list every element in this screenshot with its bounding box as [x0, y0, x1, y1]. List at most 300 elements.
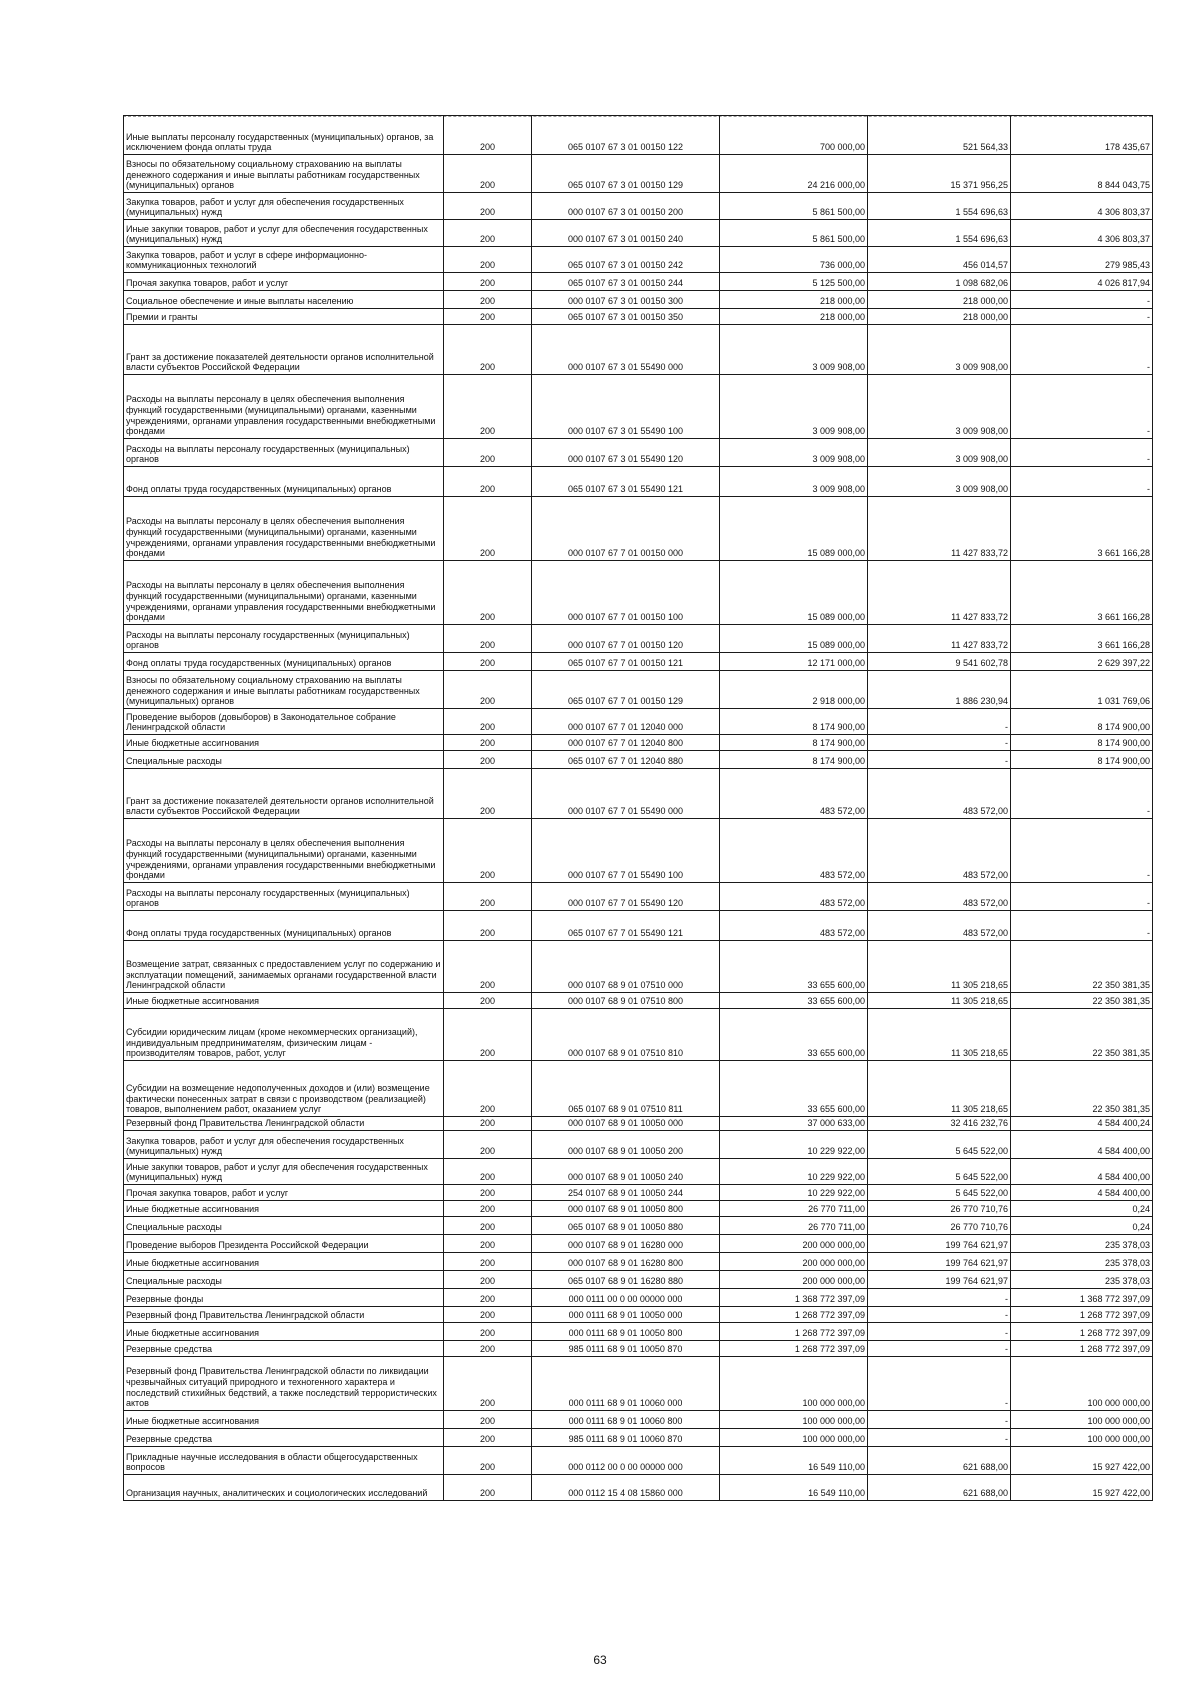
- row-approved-cell: 15 089 000,00: [720, 497, 868, 561]
- row-approved-cell: 3 009 908,00: [720, 467, 868, 497]
- row-kbk-cell: 000 0111 00 0 00 00000 000: [532, 1289, 720, 1307]
- row-code-cell: 200: [444, 561, 532, 625]
- row-code-cell: 200: [444, 247, 532, 273]
- row-approved-cell: 218 000,00: [720, 309, 868, 325]
- row-executed-cell: 3 009 908,00: [868, 467, 1011, 497]
- row-approved-cell: 15 089 000,00: [720, 625, 868, 653]
- row-code-cell: 200: [444, 1323, 532, 1341]
- row-name-cell: Расходы на выплаты персоналу в целях обеспечения выполнения функций государственными (муниципальными) органами, казенными учреждениями, органами управления государственными внебюджетными фондами: [124, 819, 444, 883]
- row-approved-cell: 3 009 908,00: [720, 375, 868, 439]
- row-unexecuted-cell: -: [1011, 309, 1153, 325]
- row-approved-cell: 16 549 110,00: [720, 1447, 868, 1475]
- row-unexecuted-cell: -: [1011, 291, 1153, 309]
- row-name-cell: Резервные средства: [124, 1341, 444, 1357]
- row-code-cell: 200: [444, 911, 532, 941]
- row-kbk-cell: 985 0111 68 9 01 10060 870: [532, 1429, 720, 1447]
- row-kbk-cell: 000 0107 68 9 01 10050 200: [532, 1131, 720, 1159]
- row-code-cell: 200: [444, 1447, 532, 1475]
- row-unexecuted-cell: 4 584 400,24: [1011, 1117, 1153, 1131]
- row-approved-cell: 1 268 772 397,09: [720, 1341, 868, 1357]
- row-unexecuted-cell: 0,24: [1011, 1201, 1153, 1217]
- table-row: [124, 1323, 1153, 1341]
- row-executed-cell: -: [868, 1411, 1011, 1429]
- table-row: [124, 220, 1153, 247]
- table-row: [124, 1289, 1153, 1307]
- table-row: [124, 561, 1153, 625]
- row-kbk-cell: 000 0107 67 3 01 00150 300: [532, 291, 720, 309]
- row-code-cell: 200: [444, 325, 532, 375]
- table-row: [124, 375, 1153, 439]
- table-row: [124, 1061, 1153, 1117]
- row-kbk-cell: 065 0107 67 3 01 00150 244: [532, 273, 720, 291]
- row-unexecuted-cell: -: [1011, 467, 1153, 497]
- row-code-cell: 200: [444, 291, 532, 309]
- row-executed-cell: 11 305 218,65: [868, 1009, 1011, 1061]
- row-unexecuted-cell: 1 268 772 397,09: [1011, 1307, 1153, 1323]
- row-approved-cell: 15 089 000,00: [720, 561, 868, 625]
- row-name-cell: Организация научных, аналитических и социологических исследований: [124, 1475, 444, 1501]
- row-kbk-cell: 000 0107 67 7 01 55490 120: [532, 883, 720, 911]
- row-unexecuted-cell: 279 985,43: [1011, 247, 1153, 273]
- table-row: [124, 735, 1153, 751]
- row-approved-cell: 12 171 000,00: [720, 653, 868, 671]
- row-approved-cell: 100 000 000,00: [720, 1411, 868, 1429]
- table-row: [124, 1009, 1153, 1061]
- row-code-cell: 200: [444, 155, 532, 193]
- table-row: [124, 325, 1153, 375]
- row-unexecuted-cell: 4 306 803,37: [1011, 220, 1153, 247]
- table-row: [124, 1411, 1153, 1429]
- row-unexecuted-cell: 22 350 381,35: [1011, 1061, 1153, 1117]
- row-name-cell: Проведение выборов Президента Российской Федерации: [124, 1235, 444, 1253]
- table-row: [124, 439, 1153, 467]
- row-code-cell: 200: [444, 993, 532, 1009]
- row-name-cell: Расходы на выплаты персоналу в целях обеспечения выполнения функций государственными (муниципальными) органами, казенными учреждениями, органами управления государственными внебюджетными фондами: [124, 375, 444, 439]
- row-executed-cell: 9 541 602,78: [868, 653, 1011, 671]
- row-name-cell: Премии и гранты: [124, 309, 444, 325]
- row-unexecuted-cell: 8 844 043,75: [1011, 155, 1153, 193]
- row-name-cell: Субсидии юридическим лицам (кроме некоммерческих организаций), индивидуальным предпринимателям, физическим лицам - производителям товаров, работ, услуг: [124, 1009, 444, 1061]
- row-unexecuted-cell: 15 927 422,00: [1011, 1447, 1153, 1475]
- table-row: [124, 1447, 1153, 1475]
- row-unexecuted-cell: 4 026 817,94: [1011, 273, 1153, 291]
- row-approved-cell: 8 174 900,00: [720, 735, 868, 751]
- row-executed-cell: 32 416 232,76: [868, 1117, 1011, 1131]
- row-code-cell: 200: [444, 1271, 532, 1289]
- row-executed-cell: 621 688,00: [868, 1475, 1011, 1501]
- row-approved-cell: 483 572,00: [720, 769, 868, 819]
- table-row: [124, 883, 1153, 911]
- row-code-cell: 200: [444, 1411, 532, 1429]
- row-executed-cell: 3 009 908,00: [868, 439, 1011, 467]
- row-name-cell: Фонд оплаты труда государственных (муниципальных) органов: [124, 911, 444, 941]
- row-approved-cell: 10 229 922,00: [720, 1185, 868, 1201]
- row-code-cell: 200: [444, 883, 532, 911]
- row-code-cell: 200: [444, 751, 532, 769]
- row-kbk-cell: 000 0111 68 9 01 10050 000: [532, 1307, 720, 1323]
- row-name-cell: Резервный фонд Правительства Ленинградской области: [124, 1307, 444, 1323]
- row-name-cell: Прочая закупка товаров, работ и услуг: [124, 273, 444, 291]
- row-code-cell: 200: [444, 467, 532, 497]
- row-executed-cell: 15 371 956,25: [868, 155, 1011, 193]
- row-kbk-cell: 000 0107 67 7 01 55490 100: [532, 819, 720, 883]
- table-row: [124, 1357, 1153, 1411]
- row-unexecuted-cell: 22 350 381,35: [1011, 993, 1153, 1009]
- row-code-cell: 200: [444, 497, 532, 561]
- table-row: [124, 993, 1153, 1009]
- row-unexecuted-cell: 1 031 769,06: [1011, 671, 1153, 709]
- row-code-cell: 200: [444, 220, 532, 247]
- row-code-cell: 200: [444, 273, 532, 291]
- row-code-cell: 200: [444, 1289, 532, 1307]
- row-kbk-cell: 985 0111 68 9 01 10050 870: [532, 1341, 720, 1357]
- row-executed-cell: 1 098 682,06: [868, 273, 1011, 291]
- row-name-cell: Фонд оплаты труда государственных (муниципальных) органов: [124, 467, 444, 497]
- row-name-cell: Иные бюджетные ассигнования: [124, 735, 444, 751]
- row-name-cell: Иные бюджетные ассигнования: [124, 1323, 444, 1341]
- row-name-cell: Специальные расходы: [124, 1217, 444, 1235]
- row-code-cell: 200: [444, 1357, 532, 1411]
- row-approved-cell: 200 000 000,00: [720, 1235, 868, 1253]
- row-kbk-cell: 000 0107 67 3 01 55490 000: [532, 325, 720, 375]
- row-executed-cell: 621 688,00: [868, 1447, 1011, 1475]
- row-kbk-cell: 065 0107 67 7 01 00150 121: [532, 653, 720, 671]
- row-approved-cell: 33 655 600,00: [720, 993, 868, 1009]
- table-row: [124, 247, 1153, 273]
- row-kbk-cell: 065 0107 67 7 01 12040 880: [532, 751, 720, 769]
- row-name-cell: Специальные расходы: [124, 751, 444, 769]
- table-row: [124, 1253, 1153, 1271]
- row-approved-cell: 1 368 772 397,09: [720, 1289, 868, 1307]
- row-executed-cell: 199 764 621,97: [868, 1235, 1011, 1253]
- table-row: [124, 1131, 1153, 1159]
- row-kbk-cell: 065 0107 67 3 01 00150 129: [532, 155, 720, 193]
- row-kbk-cell: 000 0107 68 9 01 10050 000: [532, 1117, 720, 1131]
- row-executed-cell: 3 009 908,00: [868, 375, 1011, 439]
- row-executed-cell: -: [868, 751, 1011, 769]
- row-kbk-cell: 000 0107 68 9 01 10050 800: [532, 1201, 720, 1217]
- row-executed-cell: 1 554 696,63: [868, 193, 1011, 220]
- row-approved-cell: 8 174 900,00: [720, 751, 868, 769]
- row-kbk-cell: 065 0107 67 7 01 55490 121: [532, 911, 720, 941]
- row-code-cell: 200: [444, 1253, 532, 1271]
- row-executed-cell: 26 770 710,76: [868, 1201, 1011, 1217]
- row-executed-cell: 483 572,00: [868, 883, 1011, 911]
- row-approved-cell: 736 000,00: [720, 247, 868, 273]
- row-kbk-cell: 000 0107 68 9 01 16280 000: [532, 1235, 720, 1253]
- row-kbk-cell: 065 0107 67 3 01 00150 350: [532, 309, 720, 325]
- row-name-cell: Расходы на выплаты персоналу в целях обеспечения выполнения функций государственными (муниципальными) органами, казенными учреждениями, органами управления государственными внебюджетными фондами: [124, 497, 444, 561]
- row-kbk-cell: 000 0112 00 0 00 00000 000: [532, 1447, 720, 1475]
- row-kbk-cell: 000 0112 15 4 08 15860 000: [532, 1475, 720, 1501]
- row-unexecuted-cell: 3 661 166,28: [1011, 561, 1153, 625]
- row-kbk-cell: 065 0107 68 9 01 07510 811: [532, 1061, 720, 1117]
- row-unexecuted-cell: 8 174 900,00: [1011, 751, 1153, 769]
- row-name-cell: Иные бюджетные ассигнования: [124, 1411, 444, 1429]
- row-name-cell: Иные бюджетные ассигнования: [124, 993, 444, 1009]
- table-row: [124, 1201, 1153, 1217]
- row-approved-cell: 10 229 922,00: [720, 1159, 868, 1185]
- row-approved-cell: 3 009 908,00: [720, 325, 868, 375]
- table-row: [124, 467, 1153, 497]
- row-code-cell: 200: [444, 116, 532, 155]
- row-executed-cell: 11 305 218,65: [868, 1061, 1011, 1117]
- row-code-cell: 200: [444, 1307, 532, 1323]
- table-row: [124, 1217, 1153, 1235]
- row-executed-cell: 26 770 710,76: [868, 1217, 1011, 1235]
- row-executed-cell: 11 427 833,72: [868, 497, 1011, 561]
- row-unexecuted-cell: -: [1011, 325, 1153, 375]
- row-code-cell: 200: [444, 1131, 532, 1159]
- row-kbk-cell: 065 0107 68 9 01 16280 880: [532, 1271, 720, 1289]
- row-approved-cell: 3 009 908,00: [720, 439, 868, 467]
- row-approved-cell: 483 572,00: [720, 819, 868, 883]
- row-executed-cell: 483 572,00: [868, 819, 1011, 883]
- table-row: [124, 653, 1153, 671]
- row-executed-cell: -: [868, 1341, 1011, 1357]
- table-row: [124, 911, 1153, 941]
- row-unexecuted-cell: 2 629 397,22: [1011, 653, 1153, 671]
- row-kbk-cell: 000 0107 68 9 01 07510 000: [532, 941, 720, 993]
- row-approved-cell: 37 000 633,00: [720, 1117, 868, 1131]
- row-code-cell: 200: [444, 625, 532, 653]
- row-approved-cell: 24 216 000,00: [720, 155, 868, 193]
- row-name-cell: Проведение выборов (довыборов) в Законодательное собрание Ленинградской области: [124, 709, 444, 735]
- row-code-cell: 200: [444, 819, 532, 883]
- table-row: [124, 1159, 1153, 1185]
- row-name-cell: Резервные средства: [124, 1429, 444, 1447]
- row-unexecuted-cell: 1 368 772 397,09: [1011, 1289, 1153, 1307]
- row-unexecuted-cell: 1 268 772 397,09: [1011, 1341, 1153, 1357]
- row-executed-cell: 199 764 621,97: [868, 1271, 1011, 1289]
- row-name-cell: Иные закупки товаров, работ и услуг для обеспечения государственных (муниципальных) нужд: [124, 1159, 444, 1185]
- page-number: 63: [593, 1653, 607, 1667]
- row-executed-cell: -: [868, 709, 1011, 735]
- row-unexecuted-cell: -: [1011, 819, 1153, 883]
- table-row: [124, 625, 1153, 653]
- row-unexecuted-cell: 3 661 166,28: [1011, 625, 1153, 653]
- row-executed-cell: -: [868, 1307, 1011, 1323]
- row-code-cell: 200: [444, 375, 532, 439]
- row-approved-cell: 5 861 500,00: [720, 220, 868, 247]
- table-row: [124, 1271, 1153, 1289]
- table-row: [124, 155, 1153, 193]
- table-row: [124, 1117, 1153, 1131]
- row-approved-cell: 700 000,00: [720, 116, 868, 155]
- row-name-cell: Взносы по обязательному социальному страхованию на выплаты денежного содержания и иные выплаты работникам государственных (муниципальных) органов: [124, 155, 444, 193]
- row-code-cell: 200: [444, 1201, 532, 1217]
- row-approved-cell: 10 229 922,00: [720, 1131, 868, 1159]
- row-approved-cell: 26 770 711,00: [720, 1217, 868, 1235]
- row-name-cell: Расходы на выплаты персоналу государственных (муниципальных) органов: [124, 439, 444, 467]
- row-kbk-cell: 000 0107 67 7 01 12040 800: [532, 735, 720, 751]
- row-unexecuted-cell: 3 661 166,28: [1011, 497, 1153, 561]
- row-approved-cell: 33 655 600,00: [720, 1061, 868, 1117]
- row-executed-cell: 5 645 522,00: [868, 1159, 1011, 1185]
- row-unexecuted-cell: 4 584 400,00: [1011, 1159, 1153, 1185]
- row-name-cell: Прочая закупка товаров, работ и услуг: [124, 1185, 444, 1201]
- row-kbk-cell: 000 0107 68 9 01 10050 240: [532, 1159, 720, 1185]
- row-approved-cell: 26 770 711,00: [720, 1201, 868, 1217]
- row-unexecuted-cell: 1 268 772 397,09: [1011, 1323, 1153, 1341]
- row-executed-cell: 5 645 522,00: [868, 1185, 1011, 1201]
- row-unexecuted-cell: 235 378,03: [1011, 1253, 1153, 1271]
- row-unexecuted-cell: 8 174 900,00: [1011, 735, 1153, 751]
- row-executed-cell: 11 305 218,65: [868, 993, 1011, 1009]
- table-row: [124, 769, 1153, 819]
- row-executed-cell: 483 572,00: [868, 911, 1011, 941]
- row-name-cell: Субсидии на возмещение недополученных доходов и (или) возмещение фактически понесенных затрат в связи с производством (реализацией) товаров, выполнением работ, оказанием услуг: [124, 1061, 444, 1117]
- table-row: [124, 1307, 1153, 1323]
- row-name-cell: Иные выплаты персоналу государственных (муниципальных) органов, за исключением фонда оплаты труда: [124, 116, 444, 155]
- row-approved-cell: 2 918 000,00: [720, 671, 868, 709]
- table-row: [124, 1429, 1153, 1447]
- row-unexecuted-cell: 235 378,03: [1011, 1235, 1153, 1253]
- row-approved-cell: 483 572,00: [720, 911, 868, 941]
- row-kbk-cell: 065 0107 67 3 01 55490 121: [532, 467, 720, 497]
- row-executed-cell: 3 009 908,00: [868, 325, 1011, 375]
- row-executed-cell: 5 645 522,00: [868, 1131, 1011, 1159]
- table-row: [124, 291, 1153, 309]
- row-code-cell: 200: [444, 941, 532, 993]
- row-name-cell: Иные закупки товаров, работ и услуг для обеспечения государственных (муниципальных) нужд: [124, 220, 444, 247]
- row-kbk-cell: 065 0107 68 9 01 10050 880: [532, 1217, 720, 1235]
- row-code-cell: 200: [444, 653, 532, 671]
- row-kbk-cell: 000 0107 67 7 01 00150 120: [532, 625, 720, 653]
- table-row: [124, 709, 1153, 735]
- row-code-cell: 200: [444, 735, 532, 751]
- row-kbk-cell: 254 0107 68 9 01 10050 244: [532, 1185, 720, 1201]
- row-unexecuted-cell: 178 435,67: [1011, 116, 1153, 155]
- row-executed-cell: 1 554 696,63: [868, 220, 1011, 247]
- row-unexecuted-cell: 4 584 400,00: [1011, 1185, 1153, 1201]
- row-kbk-cell: 000 0107 67 3 01 55490 100: [532, 375, 720, 439]
- row-name-cell: Грант за достижение показателей деятельности органов исполнительной власти субъектов Российской Федерации: [124, 325, 444, 375]
- row-unexecuted-cell: -: [1011, 883, 1153, 911]
- row-unexecuted-cell: 22 350 381,35: [1011, 1009, 1153, 1061]
- row-kbk-cell: 065 0107 67 7 01 00150 129: [532, 671, 720, 709]
- row-name-cell: Специальные расходы: [124, 1271, 444, 1289]
- row-kbk-cell: 000 0111 68 9 01 10060 000: [532, 1357, 720, 1411]
- row-executed-cell: 1 886 230,94: [868, 671, 1011, 709]
- row-name-cell: Взносы по обязательному социальному страхованию на выплаты денежного содержания и иные выплаты работникам государственных (муниципальных) органов: [124, 671, 444, 709]
- table-row: [124, 273, 1153, 291]
- row-unexecuted-cell: 0,24: [1011, 1217, 1153, 1235]
- row-name-cell: Закупка товаров, работ и услуг для обеспечения государственных (муниципальных) нужд: [124, 1131, 444, 1159]
- row-kbk-cell: 000 0111 68 9 01 10060 800: [532, 1411, 720, 1429]
- row-name-cell: Резервный фонд Правительства Ленинградской области по ликвидации чрезвычайных ситуаций природного и техногенного характера и последствий стихийных бедствий, а также последствий террористических актов: [124, 1357, 444, 1411]
- row-executed-cell: 521 564,33: [868, 116, 1011, 155]
- row-approved-cell: 1 268 772 397,09: [720, 1323, 868, 1341]
- row-unexecuted-cell: 100 000 000,00: [1011, 1357, 1153, 1411]
- table-row: [124, 193, 1153, 220]
- row-code-cell: 200: [444, 1341, 532, 1357]
- row-approved-cell: 5 861 500,00: [720, 193, 868, 220]
- row-unexecuted-cell: 235 378,03: [1011, 1271, 1153, 1289]
- row-name-cell: Иные бюджетные ассигнования: [124, 1201, 444, 1217]
- row-code-cell: 200: [444, 1159, 532, 1185]
- table-row: [124, 941, 1153, 993]
- row-executed-cell: 11 305 218,65: [868, 941, 1011, 993]
- row-unexecuted-cell: -: [1011, 439, 1153, 467]
- row-unexecuted-cell: -: [1011, 911, 1153, 941]
- table-row: [124, 1185, 1153, 1201]
- row-approved-cell: 100 000 000,00: [720, 1429, 868, 1447]
- row-name-cell: Возмещение затрат, связанных с предоставлением услуг по содержанию и эксплуатации помещений, занимаемых органами государственной власти Ленинградской области: [124, 941, 444, 993]
- row-name-cell: Расходы на выплаты персоналу в целях обеспечения выполнения функций государственными (муниципальными) органами, казенными учреждениями, органами управления государственными внебюджетными фондами: [124, 561, 444, 625]
- row-unexecuted-cell: 100 000 000,00: [1011, 1429, 1153, 1447]
- row-code-cell: 200: [444, 1185, 532, 1201]
- row-code-cell: 200: [444, 769, 532, 819]
- table-row: [124, 497, 1153, 561]
- row-kbk-cell: 000 0107 68 9 01 07510 800: [532, 993, 720, 1009]
- row-executed-cell: -: [868, 1429, 1011, 1447]
- row-code-cell: 200: [444, 1475, 532, 1501]
- budget-sheet: [123, 115, 1152, 1501]
- row-kbk-cell: 065 0107 67 3 01 00150 242: [532, 247, 720, 273]
- row-kbk-cell: 000 0107 67 3 01 00150 200: [532, 193, 720, 220]
- row-kbk-cell: 000 0107 67 3 01 55490 120: [532, 439, 720, 467]
- budget-table-body: [124, 116, 1153, 1501]
- row-executed-cell: 11 427 833,72: [868, 625, 1011, 653]
- row-code-cell: 200: [444, 1009, 532, 1061]
- row-approved-cell: 5 125 500,00: [720, 273, 868, 291]
- row-unexecuted-cell: 8 174 900,00: [1011, 709, 1153, 735]
- row-executed-cell: 218 000,00: [868, 291, 1011, 309]
- row-unexecuted-cell: 100 000 000,00: [1011, 1411, 1153, 1429]
- row-approved-cell: 100 000 000,00: [720, 1357, 868, 1411]
- row-name-cell: Резервный фонд Правительства Ленинградской области: [124, 1117, 444, 1131]
- row-name-cell: Закупка товаров, работ и услуг в сфере информационно-коммуникационных технологий: [124, 247, 444, 273]
- row-executed-cell: 483 572,00: [868, 769, 1011, 819]
- table-row: [124, 1341, 1153, 1357]
- row-name-cell: Резервные фонды: [124, 1289, 444, 1307]
- row-approved-cell: 8 174 900,00: [720, 709, 868, 735]
- table-row: [124, 309, 1153, 325]
- budget-table: [123, 115, 1153, 1501]
- row-name-cell: Иные бюджетные ассигнования: [124, 1253, 444, 1271]
- table-row: [124, 1475, 1153, 1501]
- row-code-cell: 200: [444, 709, 532, 735]
- row-unexecuted-cell: -: [1011, 769, 1153, 819]
- row-code-cell: 200: [444, 1429, 532, 1447]
- row-kbk-cell: 000 0107 67 7 01 12040 000: [532, 709, 720, 735]
- row-approved-cell: 16 549 110,00: [720, 1475, 868, 1501]
- row-name-cell: Фонд оплаты труда государственных (муниципальных) органов: [124, 653, 444, 671]
- row-unexecuted-cell: 22 350 381,35: [1011, 941, 1153, 993]
- row-code-cell: 200: [444, 1061, 532, 1117]
- row-kbk-cell: 065 0107 67 3 01 00150 122: [532, 116, 720, 155]
- row-name-cell: Расходы на выплаты персоналу государственных (муниципальных) органов: [124, 883, 444, 911]
- row-kbk-cell: 000 0107 67 7 01 00150 100: [532, 561, 720, 625]
- row-executed-cell: 218 000,00: [868, 309, 1011, 325]
- table-row: [124, 819, 1153, 883]
- table-row: [124, 1235, 1153, 1253]
- row-kbk-cell: 000 0107 67 7 01 55490 000: [532, 769, 720, 819]
- table-row: [124, 116, 1153, 155]
- row-approved-cell: 218 000,00: [720, 291, 868, 309]
- row-executed-cell: -: [868, 735, 1011, 751]
- row-executed-cell: 199 764 621,97: [868, 1253, 1011, 1271]
- row-name-cell: Расходы на выплаты персоналу государственных (муниципальных) органов: [124, 625, 444, 653]
- row-unexecuted-cell: 4 306 803,37: [1011, 193, 1153, 220]
- row-kbk-cell: 000 0107 68 9 01 16280 800: [532, 1253, 720, 1271]
- row-code-cell: 200: [444, 1117, 532, 1131]
- row-executed-cell: -: [868, 1289, 1011, 1307]
- row-approved-cell: 483 572,00: [720, 883, 868, 911]
- row-kbk-cell: 000 0107 67 3 01 00150 240: [532, 220, 720, 247]
- row-approved-cell: 33 655 600,00: [720, 1009, 868, 1061]
